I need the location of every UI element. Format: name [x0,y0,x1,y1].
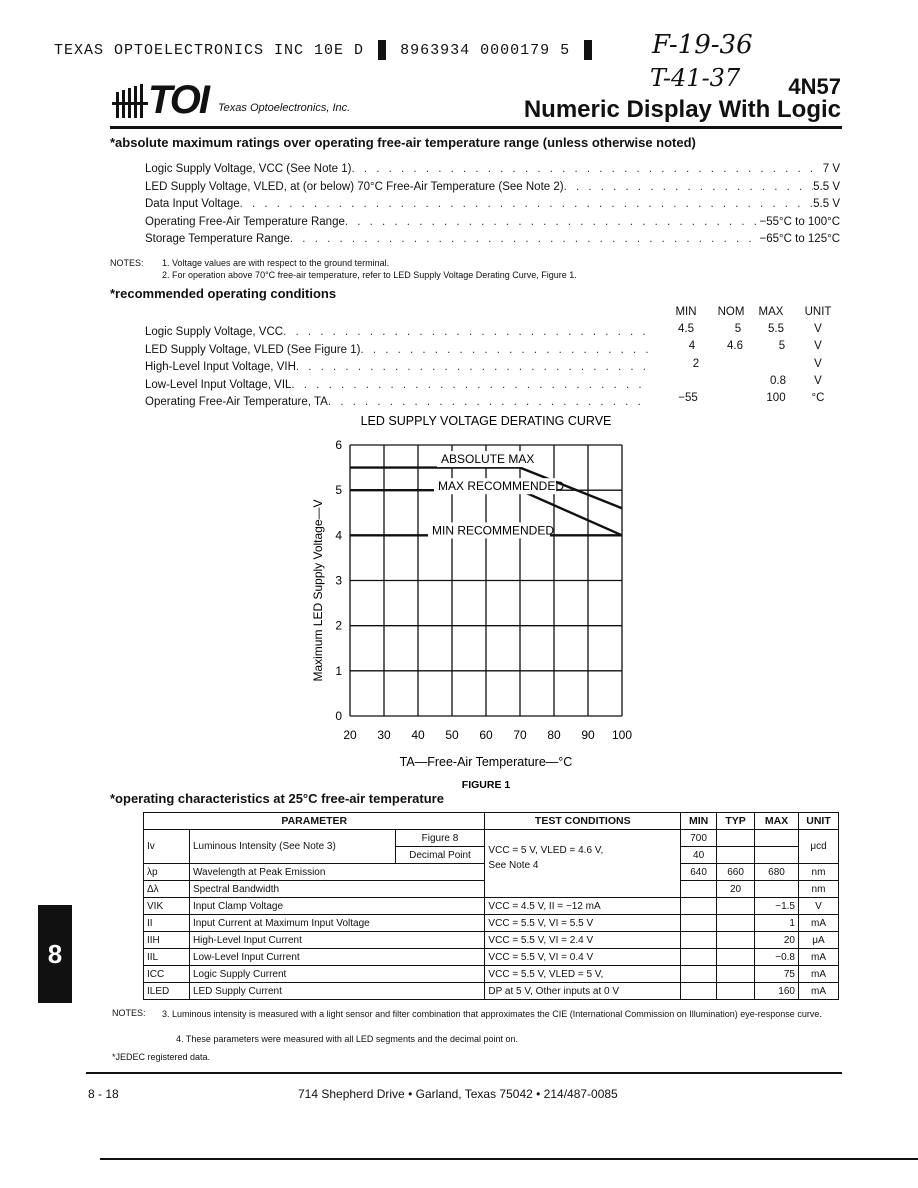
unit-value: nm [798,881,838,898]
unit-value: nm [798,864,838,881]
op-char-heading: *operating characteristics at 25°C free-air temperature [110,791,444,806]
param-subcondition: Figure 8 [395,830,485,847]
param-label: LED Supply Current [189,983,484,1000]
op-char-note: 3. Luminous intensity is measured with a light sensor and filter combination that approximates the CIE (International Commission on Illumination) eye-response curve. [162,1009,822,1019]
abs-max-row: Operating Free-Air Temperature Range . . . −55°C to 100°C [145,216,840,234]
x-tick-label: 30 [377,728,391,742]
x-tick-label: 100 [611,728,633,742]
footer-rule [86,1072,842,1074]
param-label: Spectral Bandwidth [189,881,484,898]
unit-value: V [798,898,838,915]
test-condition: VCC = 5.5 V, VI = 0.4 V [485,949,681,966]
min-value [681,915,717,932]
col-max: MAX [758,306,784,318]
op-char-table [143,812,839,1000]
rec-op-max: 5 [778,340,786,352]
footer-address: 714 Shepherd Drive • Garland, Texas 75042 • 214/487-0085 [298,1087,618,1101]
series-label: MIN RECOMMENDED [432,523,554,538]
x-tick-label: 40 [411,728,425,742]
section-tab: 8 [38,905,72,1003]
chart-title: LED SUPPLY VOLTAGE DERATING CURVE [360,414,612,428]
rec-op-row: LED Supply Voltage, VLED (See Figure 1) . . . [145,344,650,362]
bar-mark [378,40,386,60]
y-tick-label: 4 [335,528,342,543]
rec-op-min: 4 [688,340,696,352]
header-test-conditions: TEST CONDITIONS [485,813,681,830]
rec-op-min: 2 [692,358,700,370]
x-tick-label: 70 [513,728,527,742]
typ-value [717,915,755,932]
min-value [681,983,717,1000]
y-tick-label: 1 [335,663,342,678]
rec-op-unit: V [814,358,822,370]
max-value: 1 [755,915,799,932]
param-symbol: Iv [144,830,190,864]
param-label: Luminous Intensity (See Note 3) [189,830,395,864]
test-condition: VCC = 5.5 V, VI = 5.5 V [485,915,681,932]
table-row [144,932,839,949]
param-symbol: Δλ [144,881,190,898]
min-value: 640 [681,864,717,881]
col-nom: NOM [717,306,745,318]
bar-mark [584,40,592,60]
rec-op-nom: 4.6 [727,340,743,352]
handwritten-note-1: F-19-36 [652,30,753,60]
company-logo [112,78,351,122]
x-axis-label: TA—Free-Air Temperature—°C [399,755,573,769]
typ-value: 660 [717,864,755,881]
rec-op-unit: °C [811,392,825,404]
typ-value [717,966,755,983]
figure-caption: FIGURE 1 [461,779,511,790]
page-number: 8 - 18 [88,1087,119,1101]
y-tick-label: 2 [335,618,342,633]
x-tick-label: 90 [581,728,595,742]
header-typ: TYP [717,813,755,830]
unit-value: mA [798,983,838,1000]
rec-op-unit: V [814,375,822,387]
param-symbol: VIK [144,898,190,915]
series-label: MAX RECOMMENDED [438,479,565,494]
logo-stripes-icon [112,84,148,118]
part-number: 4N57 [788,74,841,99]
table-row [144,983,839,1000]
param-symbol: IIH [144,932,190,949]
max-value: 20 [755,932,799,949]
typ-value [717,983,755,1000]
page-title: Numeric Display With Logic [523,96,841,123]
rec-op-row: Low-Level Input Voltage, VIL . . . [145,379,650,397]
y-tick-label: 5 [335,483,342,498]
header-parameter: PARAMETER [144,813,485,830]
jedec-note: *JEDEC registered data. [112,1052,211,1062]
min-value [681,966,717,983]
y-tick-label: 6 [335,438,342,452]
header-max: MAX [755,813,799,830]
derating-chart [300,410,640,790]
abs-max-note: 1. Voltage values are with respect to the ground terminal. [162,258,390,268]
rec-op-nom: 5 [734,323,742,335]
param-label: Logic Supply Current [189,966,484,983]
x-tick-label: 20 [343,728,357,742]
table-header-row [144,813,839,830]
abs-max-row: LED Supply Voltage, VLED, at (or below) 70°C Free-Air Temperature (See Note 2) . . . 5.5 V [145,181,840,199]
rec-op-unit: V [814,340,822,352]
min-value: 700 [681,830,717,847]
table-row [144,966,839,983]
test-condition: VCC = 5 V, VLED = 4.6 V, See Note 4 [485,830,681,898]
series-label: ABSOLUTE MAX [441,452,535,467]
y-tick-label: 3 [335,573,342,588]
unit-value: mA [798,915,838,932]
rec-op-row: Operating Free-Air Temperature, TA . . . [145,396,650,414]
table-row [144,898,839,915]
x-tick-label: 80 [547,728,561,742]
rec-op-list [145,326,650,414]
col-unit: UNIT [804,306,832,318]
param-symbol: ICC [144,966,190,983]
typ-value: 20 [717,881,755,898]
unit-value: mA [798,966,838,983]
min-value [681,949,717,966]
max-value [755,881,799,898]
param-label: High-Level Input Current [189,932,484,949]
handwritten-note-2: T-41-37 [650,64,741,92]
company-code-text: TEXAS OPTOELECTRONICS INC 10E D [54,41,365,59]
typ-value [717,949,755,966]
min-value [681,898,717,915]
rec-op-row: High-Level Input Voltage, VIH . . . [145,361,650,379]
company-name: Texas Optoelectronics, Inc. [217,102,351,114]
unit-value: μA [798,932,838,949]
typ-value [717,898,755,915]
param-label: Wavelength at Peak Emission [189,864,484,881]
min-value [681,932,717,949]
abs-max-notes-label: NOTES: [110,258,144,268]
header-unit: UNIT [798,813,838,830]
abs-max-row: Logic Supply Voltage, VCC (See Note 1) . . . 7 V [145,163,840,181]
rec-op-min: −55 [678,392,698,404]
param-symbol: II [144,915,190,932]
unit-value: μcd [798,830,838,864]
max-value: 75 [755,966,799,983]
op-char-note: 4. These parameters were measured with all LED segments and the decimal point on. [176,1034,519,1044]
document-code: 8963934 0000179 5 [400,41,571,59]
table-row [144,915,839,932]
abs-max-list [145,163,840,251]
max-value: −0.8 [755,949,799,966]
col-min: MIN [675,306,697,318]
param-label: Low-Level Input Current [189,949,484,966]
y-axis-label: Maximum LED Supply Voltage—V [311,499,325,682]
typ-value [717,932,755,949]
test-condition: VCC = 5.5 V, VI = 2.4 V [485,932,681,949]
test-condition: VCC = 4.5 V, II = −12 mA [485,898,681,915]
header-rule [110,126,842,129]
rec-op-max: 5.5 [768,323,784,335]
abs-max-heading: *absolute maximum ratings over operating free-air temperature range (unless otherwise noted) [110,135,696,150]
scan-header-line [54,40,596,60]
param-subcondition: Decimal Point [395,847,485,864]
abs-max-row: Storage Temperature Range . . . −65°C to 125°C [145,233,840,251]
param-label: Input Current at Maximum Input Voltage [189,915,484,932]
param-symbol: ILED [144,983,190,1000]
max-value: −1.5 [755,898,799,915]
rec-op-heading: *recommended operating conditions [110,286,337,301]
rec-op-max: 100 [766,392,786,404]
test-condition: VCC = 5.5 V, VLED = 5 V, [485,966,681,983]
abs-max-row: Data Input Voltage . . . 5.5 V [145,198,840,216]
max-value: 680 [755,864,799,881]
rec-op-row: Logic Supply Voltage, VCC . . . [145,326,650,344]
header-min: MIN [681,813,717,830]
logo-wordmark: TOI [148,78,208,122]
table-row [144,949,839,966]
min-value [681,881,717,898]
rec-op-max: 0.8 [770,375,786,387]
rec-op-min: 4.5 [678,323,694,335]
x-tick-label: 50 [445,728,459,742]
param-label: Input Clamp Voltage [189,898,484,915]
bottom-scan-rule [100,1158,918,1160]
abs-max-note: 2. For operation above 70°C free-air temperature, refer to LED Supply Voltage Derating Curve, Figure 1. [162,270,577,280]
op-char-notes-label: NOTES: [112,1008,146,1018]
param-symbol: IIL [144,949,190,966]
max-value: 160 [755,983,799,1000]
test-condition: DP at 5 V, Other inputs at 0 V [485,983,681,1000]
y-tick-label: 0 [335,709,342,723]
param-symbol: λp [144,864,190,881]
min-value: 40 [681,847,717,864]
x-tick-label: 60 [479,728,493,742]
rec-op-unit: V [814,323,822,335]
table-row [144,830,839,847]
unit-value: mA [798,949,838,966]
